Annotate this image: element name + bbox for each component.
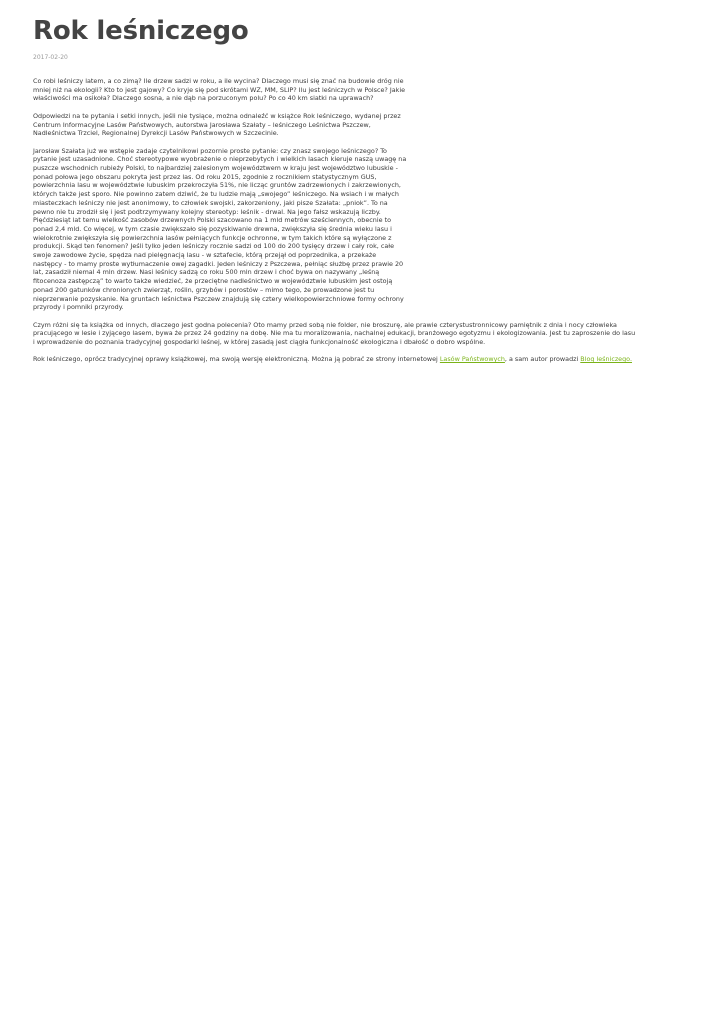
paragraph-book-info: Odpowiedzi na te pytania i setki innych, jeśli nie tysiące, można odnaleźć w książce Rok leśniczego, wydanej przez Centrum Informacyjne Lasów Państwowych, autorstwa Jarosława Szałaty – leśniczego Leśnictwa Pszczew, Nadleśnictwa Trzciel, Regionalnej Dyrekcji Lasów Państwowych w Szczecinie.	[33, 111, 401, 138]
blog-lesniczego-link[interactable]: Blog leśniczego.	[580, 355, 633, 364]
article-body	[33, 77, 683, 364]
page-title: Rok leśniczego	[33, 16, 249, 46]
paragraph-forester-stereotype: Jarosław Szałata już we wstępie zadaje czytelnikowi pozornie proste pytanie: czy znasz swojego leśniczego? To pytanie jest uzasadnione. Choć stereotypowe wyobrażenie o nieprzebytych i wielkich lasach kieruje naszą uwagę na puszcze wschodnich rubieży Polski, to najbardziej zalesionym województwem w kraju jest województwo lubuskie - ponad połowa jego obszaru pokryta jest przez las. Od roku 2015, zgodnie z rocznikiem statystycznym GUS, powierzchnia lasu w województwie lubuskim przekroczyła 51%, nie licząc gruntów zadrzewionych i zakrzewionych, których także jest sporo. Nie powinno zatem dziwić, że tu ludzie mają „swojego” leśniczego. Na wsiach i w małych miasteczkach leśniczy nie jest anonimowy, to człowiek swojski, zakorzeniony, jaki pisze Szałata: „pniok”. To na pewno nie tu zrodził się i jest podtrzymywany kolejny stereotyp: leśnik - drwal. Na jego fałsz wskazują liczby. Pięćdziesiąt lat temu wielkość zasobów drzewnych Polski szacowano na 1 mld metrów sześciennych, obecnie to ponad 2,4 mld. Co więcej, w tym czasie zwiększało się pozyskiwanie drewna, zwiększyła się średnia wieku lasu i wielokrotnie zwiększyła się powierzchnia lasów pełniących funkcje ochronne, w tym takich które są wyłączone z produkcji. Skąd ten fenomen? Jeśli tylko jeden leśniczy rocznie sadzi od 100 do 200 tysięcy drzew i cały rok, całe swoje zawodowe życie, spędza nad pielęgnacją lasu - w sztafecie, którą przejął od poprzednika, a przekaże następcy - to mamy proste wytłumaczenie owej zagadki. Jeden leśniczy z Pszczewa, pełniąc służbę przez prawie 20 lat, zasadził niemal 4 mln drzew. Nasi leśnicy sadzą co roku 500 mln drzew i choć bywa on nazywany „leśną fitocenoza zastępczą” to warto także wiedzieć, że przeciętne nadleśnictwo w województwie lubuskim jest ostoją ponad 200 gatunków chronionych zwierząt, roślin, grzybów i porostów – mimo tego, że prowadzone jest tu nieprzerwanie pozyskanie. Na gruntach leśnictwa Pszczew znajdują się cztery wielkopowierzchniowe formy ochrony przyrody i pomniki przyrody.	[33, 146, 407, 312]
paragraph-ebook	[33, 355, 637, 364]
paragraph-recommendation: Czym różni się ta książka od innych, dlaczego jest godna polecenia? Oto mamy przed sobą nie folder, nie broszurę, ale prawie czterystustronnicowy pamiętnik z dnia i nocy człowieka pracującego w lesie i zyjącego lasem, bywa że przez 24 godziny na dobę. Nie ma tu moralizowania, nachalnej edukacji, branżowego egotyzmu i ekologizowania. Jest tu zaproszenie do lasu i wprowadzenie do poznania tradycyjnej gospodarki leśnej, w której zasadą jest ciągła funkcjonalność ekologiczna i dbałość o dobro wspólne.	[33, 320, 636, 347]
article	[33, 14, 683, 373]
lasy-panstwowe-link[interactable]: Lasów Państwowych	[439, 355, 505, 364]
ebook-text-before: Rok leśniczego, oprócz tradycyjnej oprawy książkowej, ma swoją wersję elektroniczną. Można ją pobrać ze strony internetowej	[33, 355, 440, 364]
ebook-text-middle: , a sam autor prowadzi	[504, 355, 581, 364]
paragraph-intro-questions: Co robi leśniczy latem, a co zimą? Ile drzew sadzi w roku, a ile wycina? Dlaczego musi się znać na budowie dróg nie mniej niż na ekologii? Kto to jest gajowy? Co kryje się pod skrótami WZ, MM, SLIP? Ilu jest leśniczych w Polsce? Jakie właściwości ma osikoła? Dlaczego sosna, a nie dąb na porzuconym polu? Po co 40 km siatki na uprawach?	[33, 77, 406, 103]
publish-date: 2017-02-20	[33, 54, 68, 61]
